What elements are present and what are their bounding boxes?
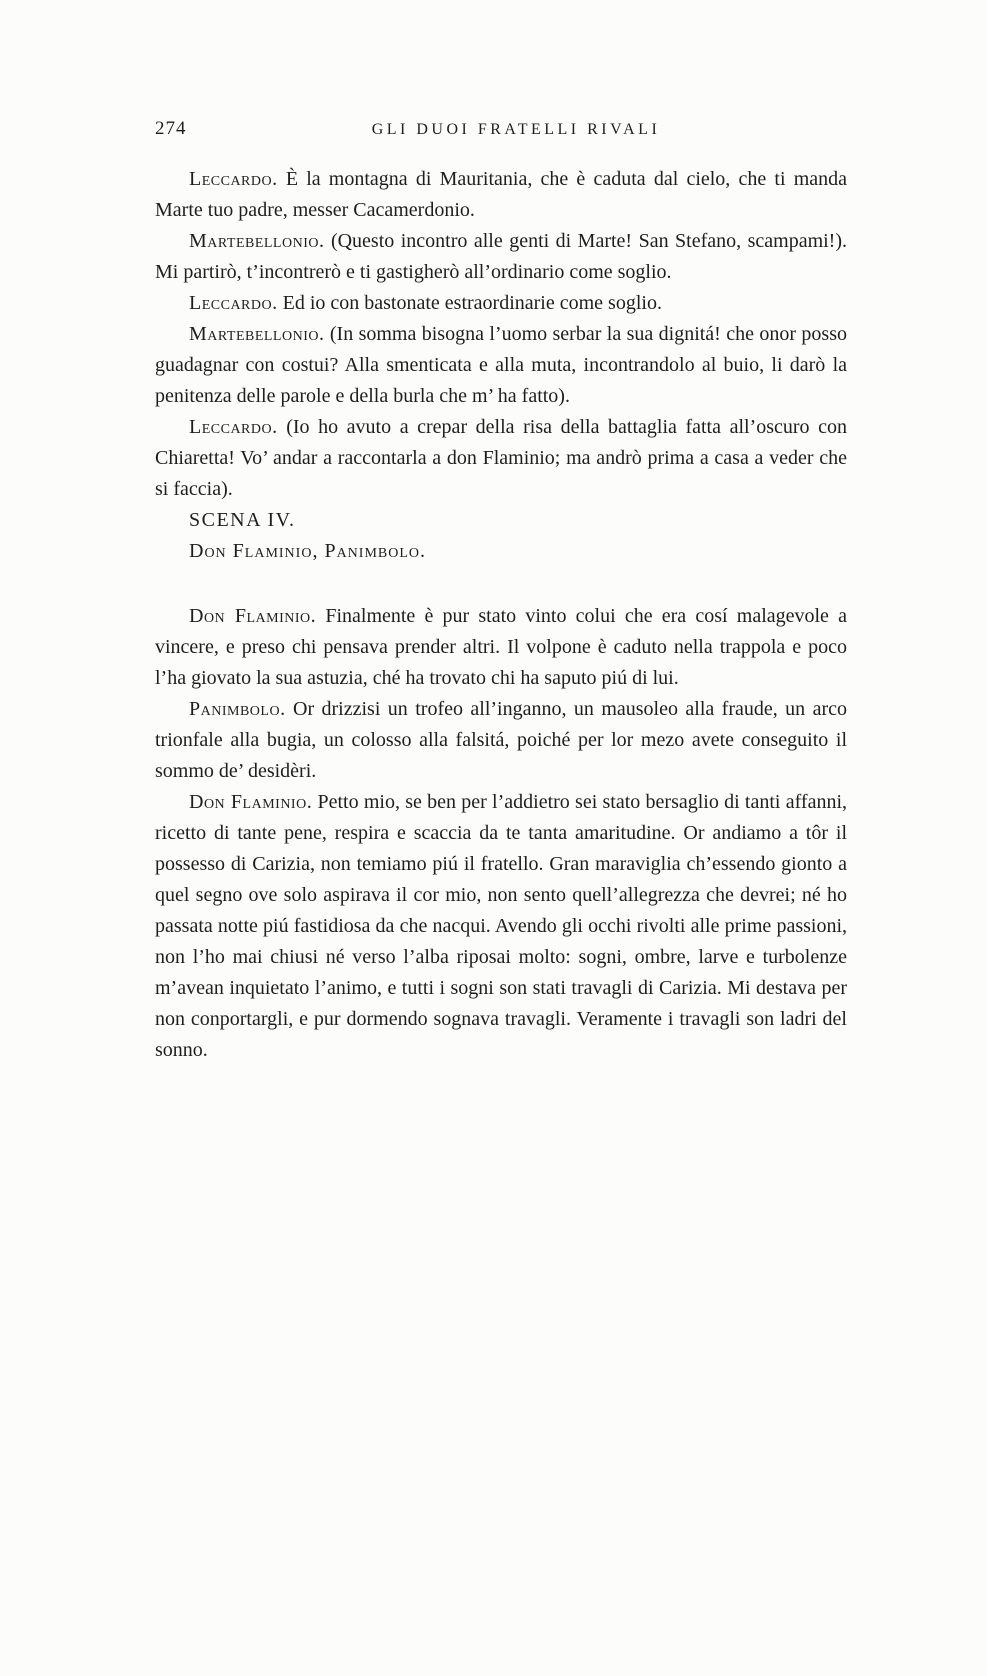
dialogue-text: Finalmente è pur stato vinto colui che era cosí malagevole a vincere, e preso chi pensava prender altri. Il volpone è caduto nella trappola e poco l’ha giovato la sua astuzia, ché ha trovato chi ha saputo piú di lui.	[155, 605, 847, 689]
running-title: GLI DUOI FRATELLI RIVALI	[371, 121, 661, 138]
scene-characters: Don Flaminio, Panimbolo.	[189, 540, 427, 562]
dialogue-paragraph	[155, 601, 847, 694]
dialogue-paragraph	[155, 787, 847, 1066]
dialogue-paragraph	[155, 164, 847, 226]
speaker-name: Leccardo.	[189, 168, 278, 190]
dialogue-text: (In somma bisogna l’uomo serbar la sua dignitá! che onor posso guadagnar con costui? Alla smenticata e alla muta, incontrandolo al buio, li darò la penitenza delle parole e della burla che m’ ha fatto).	[155, 323, 847, 407]
dialogue-text: (Io ho avuto a crepar della risa della battaglia fatta all’oscuro con Chiaretta! Vo’ andar a raccontarla a don Flaminio; ma andrò prima a casa a veder che si faccia).	[155, 416, 847, 500]
speaker-name: Leccardo.	[189, 292, 278, 314]
speaker-name: Martebellonio.	[189, 323, 325, 345]
page-number: 274	[155, 118, 187, 139]
dialogue-text: È la montagna di Mauritania, che è caduta dal cielo, che ti manda Marte tuo padre, messer Cacamerdonio.	[155, 168, 848, 221]
speaker-name: Leccardo.	[189, 416, 278, 438]
scene-gap	[155, 567, 847, 601]
speaker-name: Don Flaminio.	[189, 791, 313, 813]
dialogue-paragraph	[155, 319, 847, 412]
dialogue-paragraph	[155, 412, 847, 505]
dialogue-text: (Questo incontro alle genti di Marte! San Stefano, scampami!). Mi partirò, t’incontrerò e ti gastigherò all’ordinario come soglio.	[155, 230, 847, 283]
speaker-name: Don Flaminio.	[189, 605, 317, 627]
dialogue-paragraph	[155, 694, 847, 787]
speaker-name: Martebellonio.	[189, 230, 325, 252]
dialogue-paragraph	[155, 288, 847, 319]
page-header	[155, 118, 847, 140]
scene-heading: SCENA IV.	[189, 509, 296, 531]
dialogue-text: Ed io con bastonate estraordinarie come soglio.	[282, 292, 662, 314]
dialogue-text: Petto mio, se ben per l’addietro sei stato bersaglio di tanti affanni, ricetto di tante pene, respira e scaccia da te tanta amaritudine. Or andiamo a tôr il possesso di Carizia, non temiamo piú il fratello. Gran maraviglia ch’essendo gionto a quel segno ove solo aspirava il cor mio, non sento quell’allegrezza che devrei; né ho passata notte piú fastidiosa da che nacqui. Avendo gli occhi rivolti alle prime passioni, non l’ho mai chiusi né verso l’alba riposai molto: sogni, ombre, larve e turbolenze m’avean inquietato l’animo, e tutti i sogni son stati travagli di Carizia. Mi destava per non conportargli, e pur dormendo sognava travagli. Veramente i travagli son ladri del sonno.	[155, 791, 848, 1061]
dialogue-paragraph	[155, 226, 847, 288]
dialogue-text: Or drizzisi un trofeo all’inganno, un mausoleo alla fraude, un arco trionfale alla bugia, un colosso alla falsitá, poiché per lor mezo avete conseguito il sommo de’ desidèri.	[155, 698, 847, 782]
text-block	[155, 118, 847, 1066]
speaker-name: Panimbolo.	[189, 698, 286, 720]
